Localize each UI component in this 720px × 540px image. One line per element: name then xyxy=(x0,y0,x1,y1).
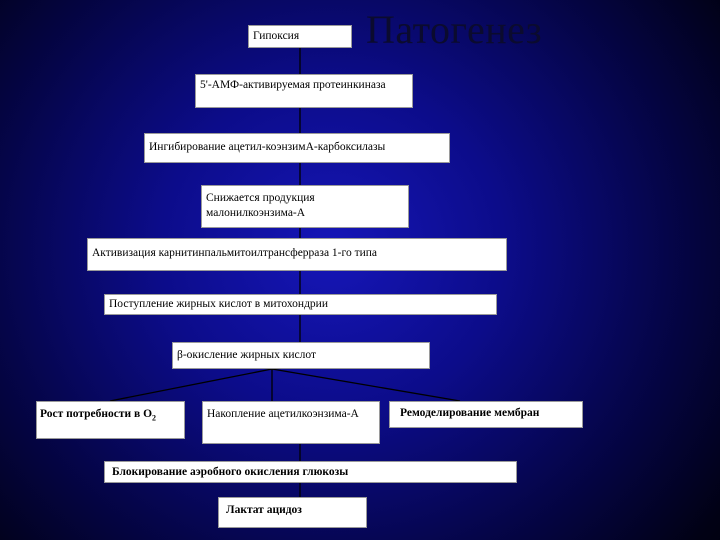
slide-title: Патогенез xyxy=(366,7,543,52)
node-fa-entry: Поступление жирных кислот в митохондрии xyxy=(104,294,497,315)
arrow-beta-membrane xyxy=(272,369,460,401)
node-malonyl-decrease: Снижается продукция малонилкоэнзима-А xyxy=(201,185,409,228)
node-acc-inhibition: Ингибирование ацетил-коэнзимА-карбоксилазы xyxy=(144,133,450,163)
node-hypoxia: Гипоксия xyxy=(248,25,352,48)
node-lactate: Лактат ацидоз xyxy=(218,497,367,528)
node-ampk: 5'-АМФ-активируемая протеинкиназа xyxy=(195,74,413,108)
arrow-beta-o2 xyxy=(110,369,272,401)
node-beta-oxidation: β-окисление жирных кислот xyxy=(172,342,430,369)
o2-demand-label: Рост потребности в О xyxy=(40,408,153,420)
node-o2-demand xyxy=(36,401,185,439)
o2-subscript: 2 xyxy=(152,413,157,423)
node-membrane-remodeling: Ремоделирование мембран xyxy=(389,401,583,428)
node-acetyl-coa: Накопление ацетилкоэнзима-А xyxy=(202,401,380,444)
node-cpt1-activation: Активизация карнитинпальмитоилтрансферраза 1-го типа xyxy=(87,238,507,271)
node-glucose-block: Блокирование аэробного окисления глюкозы xyxy=(104,461,517,483)
